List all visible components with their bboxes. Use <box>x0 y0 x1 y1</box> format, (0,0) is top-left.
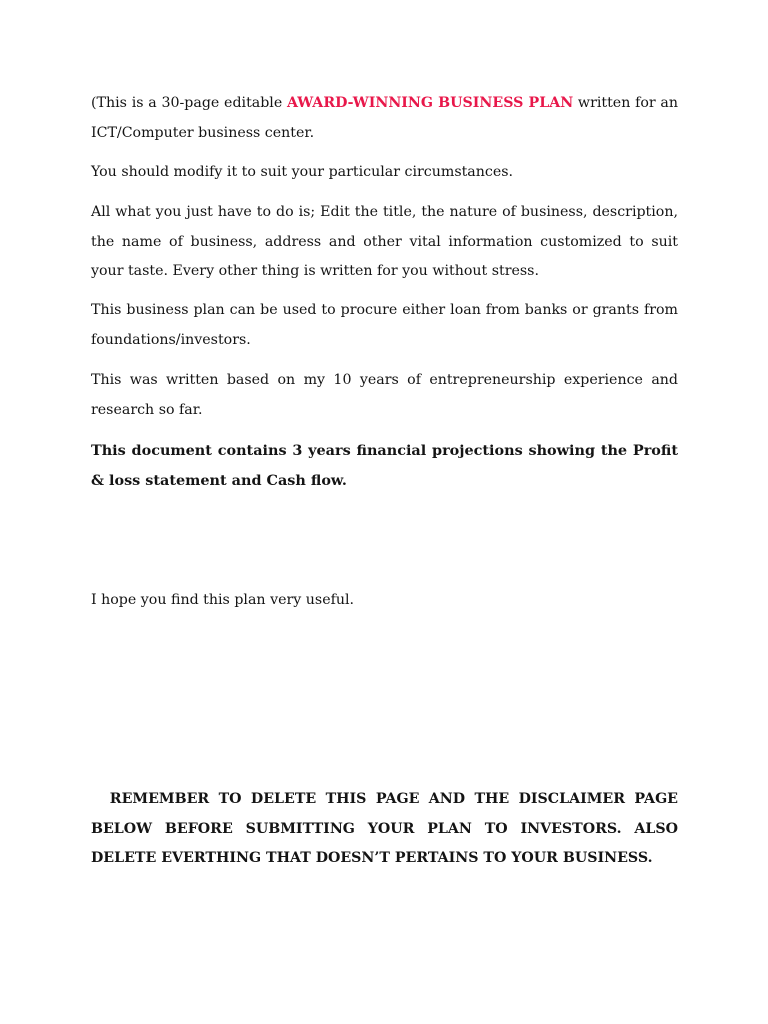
modify-paragraph: You should modify it to suit your particular circumstances. <box>91 164 514 180</box>
usage-paragraph: This business plan can be used to procure either loan from banks or grants from foundations/investors. <box>91 302 678 348</box>
intro-suffix: written for an ICT/Computer business center. <box>91 95 678 141</box>
award-winning-highlight: AWARD-WINNING BUSINESS PLAN <box>286 95 574 111</box>
financial-projections-paragraph: This document contains 3 years financial projections showing the Profit & loss statement and Cash flow. <box>91 442 678 489</box>
experience-paragraph: This was written based on my 10 years of entrepreneurship experience and research so far. <box>91 372 678 418</box>
closing-paragraph: I hope you find this plan very useful. <box>91 592 355 608</box>
intro-prefix: (This is a 30-page editable <box>91 95 287 111</box>
intro-paragraph <box>91 89 678 148</box>
edit-instructions-paragraph: All what you just have to do is; Edit the title, the nature of business, description, the name of business, address and other vital information customized to suit your taste. Every other thing is written for you without stress. <box>91 204 678 279</box>
document-page <box>91 0 678 1024</box>
delete-reminder-paragraph: REMEMBER TO DELETE THIS PAGE AND THE DISCLAIMER PAGE BELOW BEFORE SUBMITTING YOUR PLAN TO INVESTORS. ALSO DELETE EVERTHING THAT DOESN’T PERTAINS TO YOUR BUSINESS. <box>91 791 678 866</box>
